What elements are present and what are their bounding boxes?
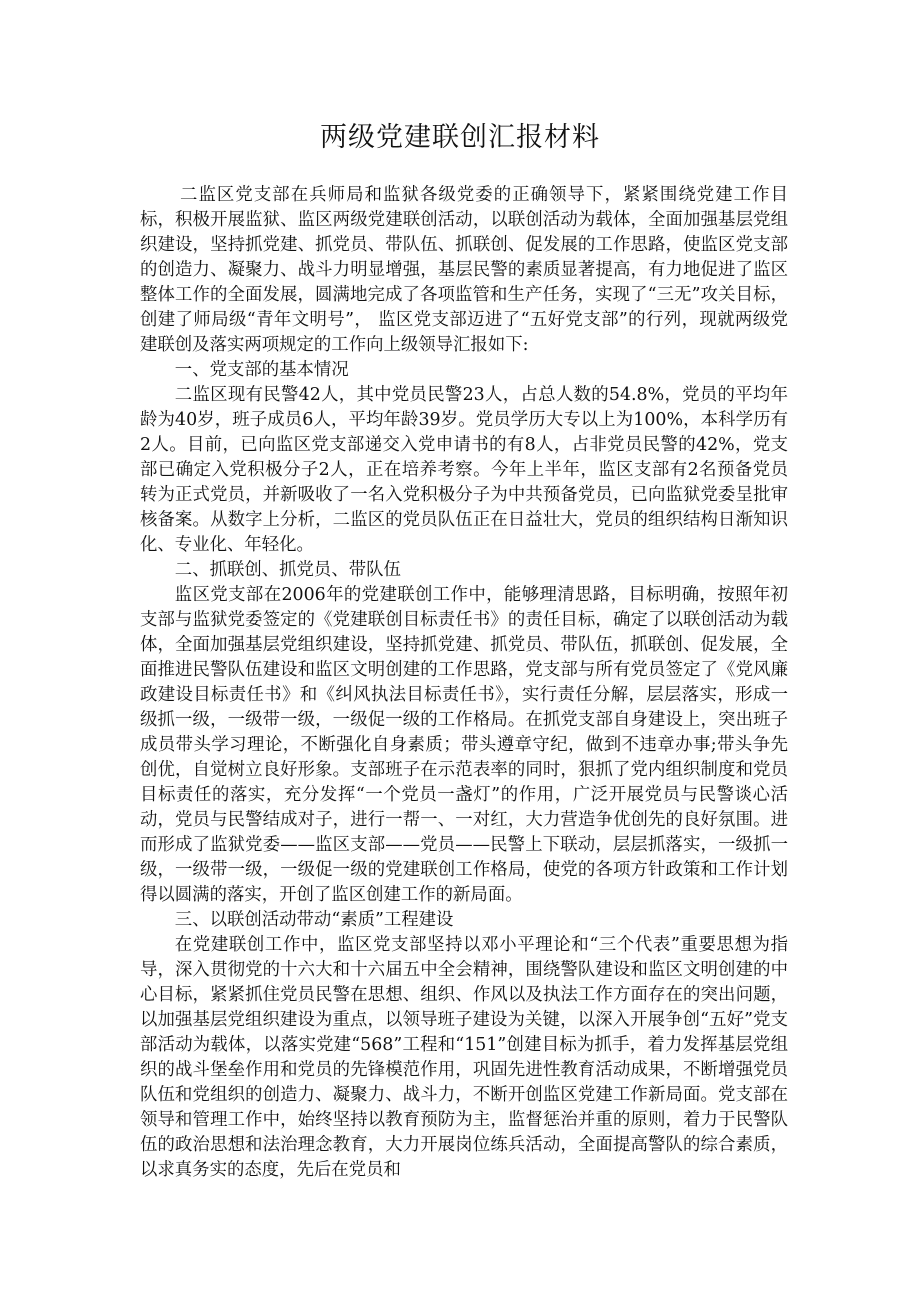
section2-heading: 二、抓联创、抓党员、带队伍 xyxy=(174,560,401,580)
document-body xyxy=(140,183,788,1183)
section2-paragraph: 监区党支部在2006年的党建联创工作中，能够理清思路，目标明确，按照年初支部与监狱党委签定的《党建联创目标责任书》的责任目标，确定了以联创活动为载体，全面加强基层党组织建设，坚持抓党建、抓党员、带队伍，抓联创、促发展，全面推进民警队伍建设和监区文明创建的工作思路，党支部与所有党员签定了《党风廉政建设目标责任书》和《纠风执法目标责任书》，实行责任分解，层层落实，形成一级抓一级，一级带一级，一级促一级的工作格局。在抓党支部自身建设上，突出班子成员带头学习理论，不断强化自身素质；带头遵章守纪，做到不违章办事;带头争先创优，自觉树立良好形象。支部班子在示范表率的同时，狠抓了党内组织制度和党员目标责任的落实，充分发挥“一个党员一盏灯”的作用，广泛开展党员与民警谈心活动，党员与民警结成对子，进行一帮一、一对红，大力营造争优创先的良好氛围。进而形成了监狱党委——监区支部——党员——民警上下联动，层层抓落实，一级抓一级，一级带一级，一级促一级的党建联创工作格局，使党的各项方针政策和工作计划得以圆满的落实，开创了监区创建工作的新局面。 xyxy=(140,585,788,905)
section3-paragraph: 在党建联创工作中，监区党支部坚持以邓小平理论和“三个代表”重要思想为指导，深入贯彻党的十六大和十六届五中全会精神，围绕警队建设和监区文明创建的中心目标，紧紧抓住党员民警在思想、组织、作风以及执法工作方面存在的突出问题，以加强基层党组织建设为重点，以领导班子建设为关键，以深入开展争创“五好”党支部活动为载体，以落实党建“568”工程和“151”创建目标为抓手，着力发挥基层党组织的战斗堡垒作用和党员的先锋模范作用，巩固先进性教育活动成果，不断增强党员队伍和党组织的创造力、凝聚力、战斗力，不断开创监区党建工作新局面。党支部在领导和管理工作中，始终坚持以教育预防为主，监督惩治并重的原则，着力于民警队伍的政治思想和法治理念教育，大力开展岗位练兵活动，全面提高警队的综合素质，以求真务实的态度，先后在党员和 xyxy=(140,935,788,1180)
intro-paragraph: 二监区党支部在兵师局和监狱各级党委的正确领导下，紧紧围绕党建工作目标，积极开展监狱、监区两级党建联创活动，以联创活动为载体，全面加强基层党组织建设，坚持抓党建、抓党员、带队伍、抓联创、促发展的工作思路，使监区党支部的创造力、凝聚力、战斗力明显增强，基层民警的素质显著提高，有力地促进了监区整体工作的全面发展，圆满地完成了各项监管和生产任务，实现了“三无”攻关目标，创建了师局级“青年文明号”， 监区党支部迈进了“五好党支部”的行列，现就两级党建联创及落实两项规定的工作向上级领导汇报如下: xyxy=(140,185,788,355)
section1-heading: 一、党支部的基本情况 xyxy=(174,360,349,380)
section1-paragraph: 二监区现有民警42人，其中党员民警23人，占总人数的54.8%，党员的平均年龄为40岁，班子成员6人，平均年龄39岁。党员学历大专以上为100%，本科学历有2人。目前，已向监区党支部递交入党申请书的有8人，占非党员民警的42%，党支部已确定入党积极分子2人，正在培养考察。今年上半年，监区支部有2名预备党员转为正式党员，并新吸收了一名入党积极分子为中共预备党员，已向监狱党委呈批审核备案。从数字上分析，二监区的党员队伍正在日益壮大，党员的组织结构日渐知识化、专业化、年轻化。 xyxy=(140,385,788,555)
document-title: 两级党建联创汇报材料 xyxy=(320,122,600,153)
section3-heading: 三、以联创活动带动“素质”工程建设 xyxy=(174,910,454,930)
